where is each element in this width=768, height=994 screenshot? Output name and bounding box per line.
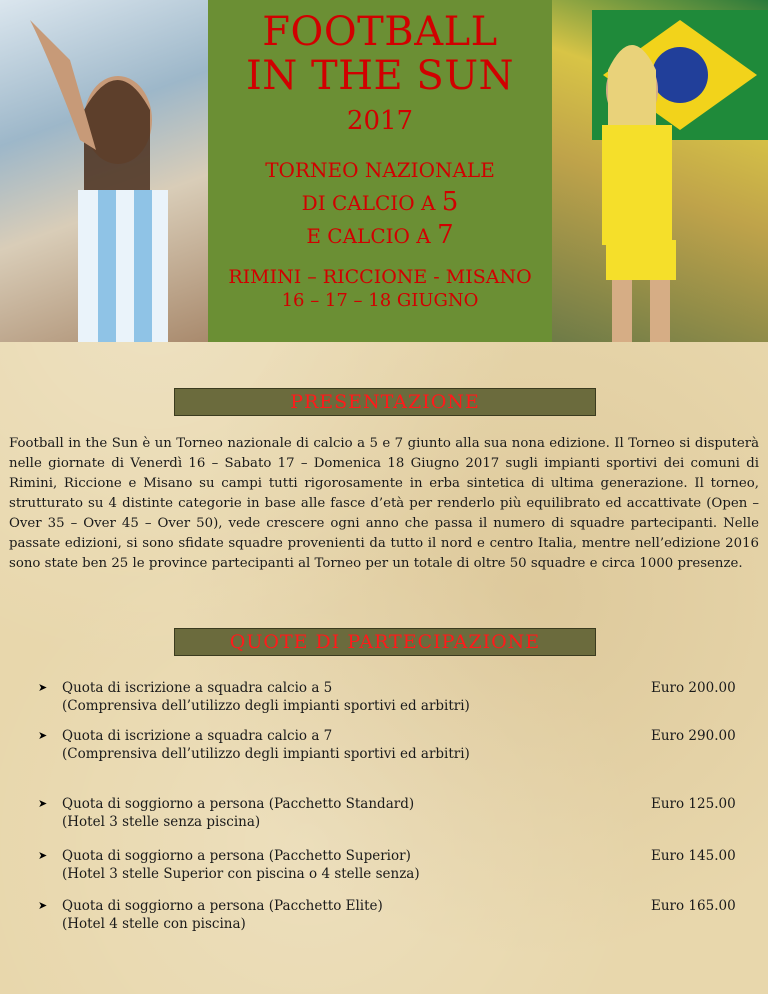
fee-price: Euro 165.00 — [651, 898, 736, 914]
event-title — [208, 10, 552, 98]
fee-price: Euro 145.00 — [651, 848, 736, 864]
fee-note: (Comprensiva dell’utilizzo degli impianti sportivi ed arbitri) — [62, 746, 470, 762]
fees-heading: QUOTE DI PARTECIPAZIONE — [174, 628, 596, 656]
subtitle-line-2 — [208, 186, 552, 219]
title-line-1: FOOTBALL — [262, 9, 498, 55]
fee-price: Euro 290.00 — [651, 728, 736, 744]
brazil-fan-photo — [552, 0, 768, 342]
fee-note: (Comprensiva dell’utilizzo degli impianti sportivi ed arbitri) — [62, 698, 470, 714]
arrowhead-bullet-icon: ➤ — [38, 797, 48, 810]
fee-note: (Hotel 3 stelle senza piscina) — [62, 814, 261, 830]
fee-description: Quota di soggiorno a persona (Pacchetto Standard) — [62, 796, 415, 812]
subtitle-line-2-number: 5 — [441, 187, 459, 217]
subtitle-line-2-text: DI CALCIO A — [301, 191, 436, 215]
fee-note: (Hotel 4 stelle con piscina) — [62, 916, 246, 932]
fee-description: Quota di soggiorno a persona (Pacchetto Superior) — [62, 848, 411, 864]
subtitle-line-3-number: 7 — [437, 220, 454, 250]
title-line-2: IN THE SUN — [245, 53, 515, 99]
arrowhead-bullet-icon: ➤ — [38, 729, 48, 742]
fee-description: Quota di iscrizione a squadra calcio a 7 — [62, 728, 333, 744]
fee-price: Euro 200.00 — [651, 680, 736, 696]
presentation-paragraph: Football in the Sun è un Torneo nazionale di calcio a 5 e 7 giunto alla sua nona edizione. Il Torneo si disputerà nelle giornate di Venerdì 16 – Sabato 17 – Domenica 18 Giugno 2017 sugli impianti sportivi dei comuni di Rimini, Riccione e Misano su campi tutti rigorosamente in erba sintetica di ultima generazione. Il torneo, strutturato su 4 distinte categorie in base alle fasce d’età per renderlo più equilibrato ed accattivate (Open – Over 35 – Over 45 – Over 50), vede crescere ogni anno che passa il numero di squadre partecipanti. Nelle passate edizioni, si sono sfidate squadre provenienti da tutto il nord e centro Italia, mentre nell’edizione 2016 sono state ben 25 le province partecipanti al Torneo per un totale di oltre 50 squadre e circa 1000 presenze. — [9, 436, 759, 571]
argentina-fan-photo — [0, 0, 208, 342]
event-location: RIMINI – RICCIONE - MISANO — [228, 266, 532, 288]
subtitle-line-1: TORNEO NAZIONALE — [265, 158, 495, 182]
arrowhead-bullet-icon: ➤ — [38, 849, 48, 862]
fee-price: Euro 125.00 — [651, 796, 736, 812]
event-year: 2017 — [346, 106, 414, 136]
event-dates: 16 – 17 – 18 GIUGNO — [281, 290, 479, 311]
title-panel — [208, 0, 552, 342]
arrowhead-bullet-icon: ➤ — [38, 899, 48, 912]
subtitle-line-3-text: E CALCIO A — [306, 224, 431, 248]
arrowhead-bullet-icon: ➤ — [38, 681, 48, 694]
fee-description: Quota di soggiorno a persona (Pacchetto Elite) — [62, 898, 383, 914]
fee-description: Quota di iscrizione a squadra calcio a 5 — [62, 680, 333, 696]
event-subtitle — [208, 154, 552, 252]
brazil-fan-illustration — [552, 0, 768, 342]
argentina-fan-illustration — [0, 0, 208, 342]
presentation-heading: PRESENTAZIONE — [174, 388, 596, 416]
subtitle-line-3 — [208, 219, 552, 252]
fee-note: (Hotel 3 stelle Superior con piscina o 4 stelle senza) — [62, 866, 420, 882]
